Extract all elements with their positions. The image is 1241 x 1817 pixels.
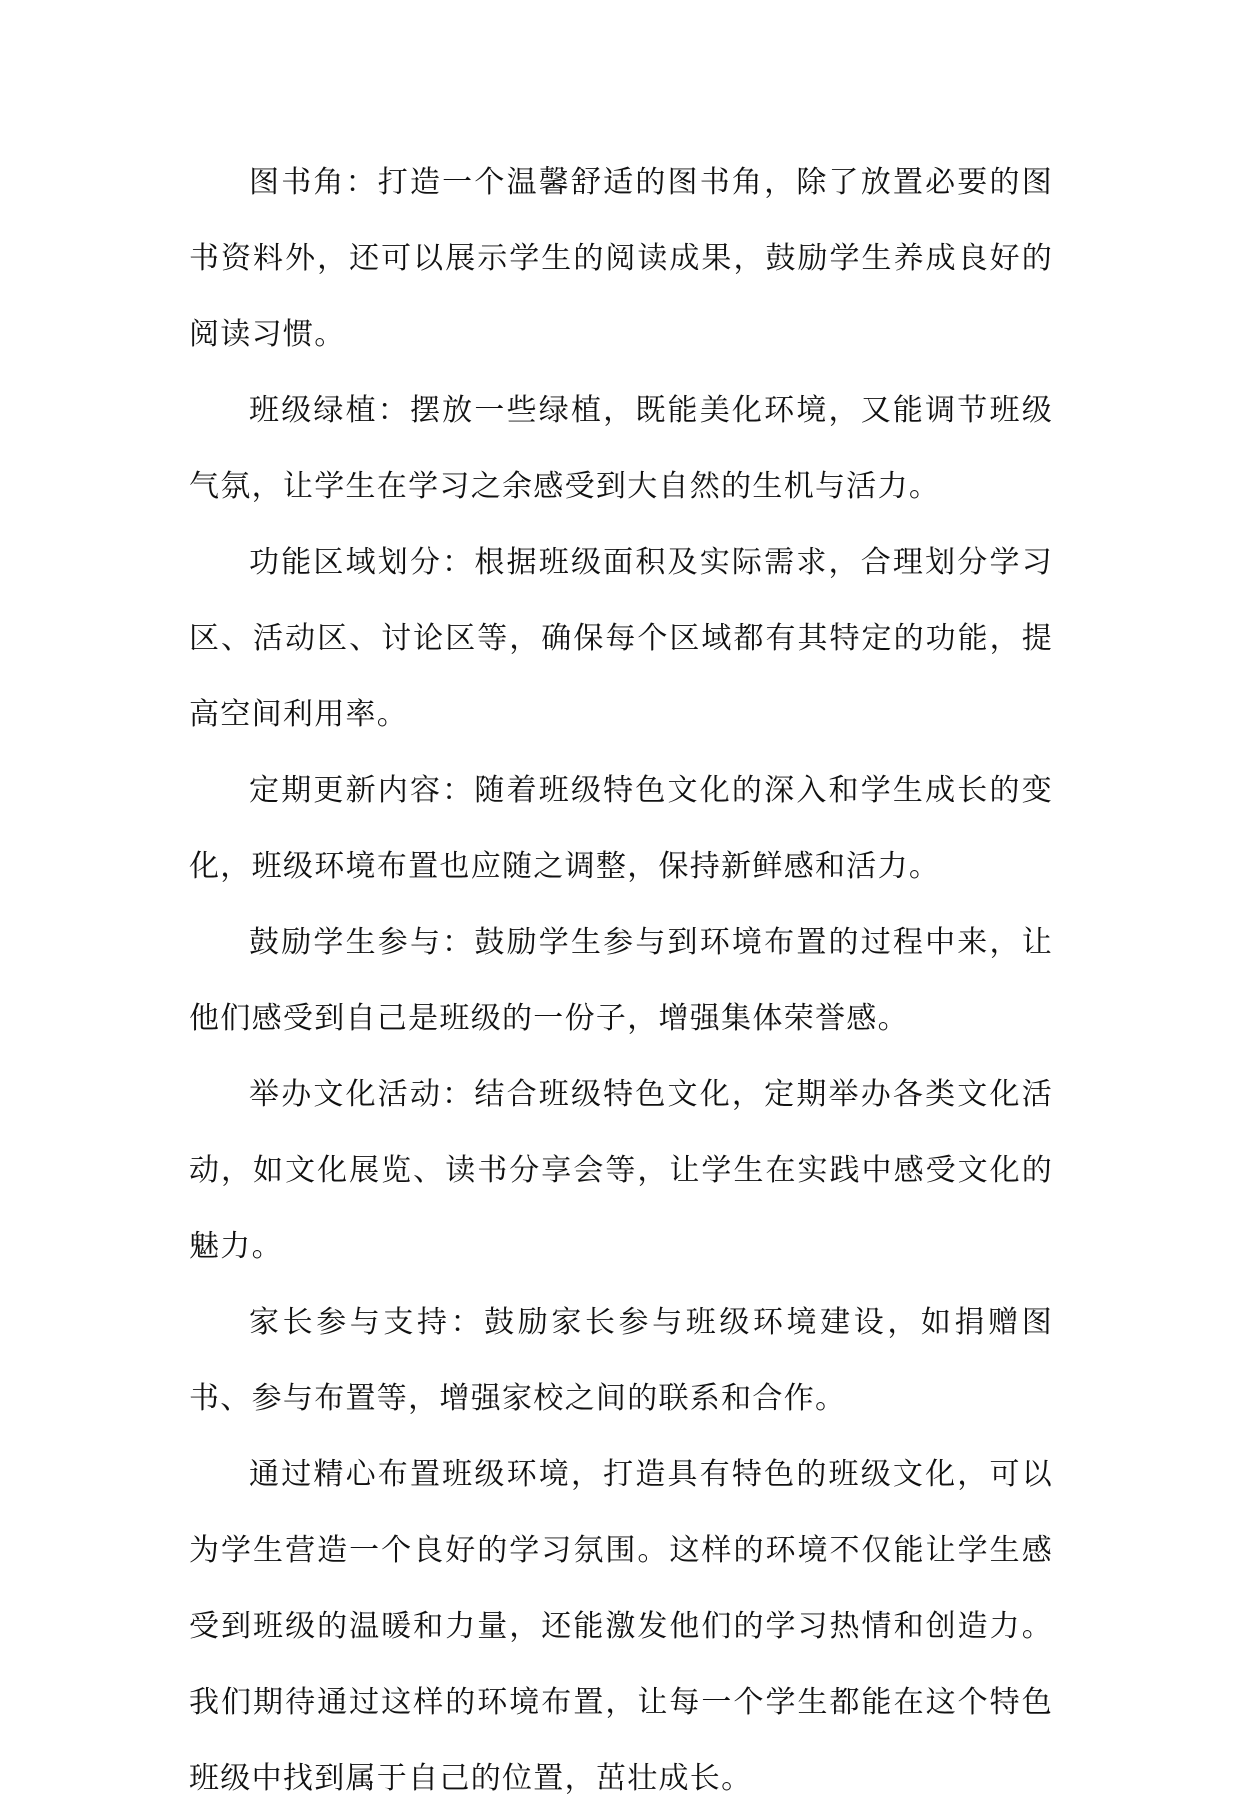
paragraph-parent-support: 家长参与支持：鼓励家长参与班级环境建设，如捐赠图书、参与布置等，增强家校之间的联系和合作。	[189, 1305, 1053, 1416]
paragraph-functional-zones: 功能区域划分：根据班级面积及实际需求，合理划分学习区、活动区、讨论区等，确保每个区域都有其特定的功能，提高空间利用率。	[189, 545, 1053, 732]
paragraph-conclusion: 通过精心布置班级环境，打造具有特色的班级文化，可以为学生营造一个良好的学习氛围。这样的环境不仅能让学生感受到班级的温暖和力量，还能激发他们的学习热情和创造力。我们期待通过这样的环境布置，让每一个学生都能在这个特色班级中找到属于自己的位置，茁壮成长。	[189, 1457, 1053, 1796]
paragraph-reading-corner: 图书角：打造一个温馨舒适的图书角，除了放置必要的图书资料外，还可以展示学生的阅读成果，鼓励学生养成良好的阅读习惯。	[189, 165, 1053, 352]
paragraph-student-participation: 鼓励学生参与：鼓励学生参与到环境布置的过程中来，让他们感受到自己是班级的一份子，增强集体荣誉感。	[189, 925, 1053, 1036]
paragraph-cultural-activities: 举办文化活动：结合班级特色文化，定期举办各类文化活动，如文化展览、读书分享会等，让学生在实践中感受文化的魅力。	[189, 1077, 1053, 1264]
paragraph-class-plants: 班级绿植：摆放一些绿植，既能美化环境，又能调节班级气氛，让学生在学习之余感受到大自然的生机与活力。	[189, 393, 1053, 504]
document-body	[189, 145, 1053, 1817]
paragraph-regular-updates: 定期更新内容：随着班级特色文化的深入和学生成长的变化，班级环境布置也应随之调整，保持新鲜感和活力。	[189, 773, 1053, 884]
